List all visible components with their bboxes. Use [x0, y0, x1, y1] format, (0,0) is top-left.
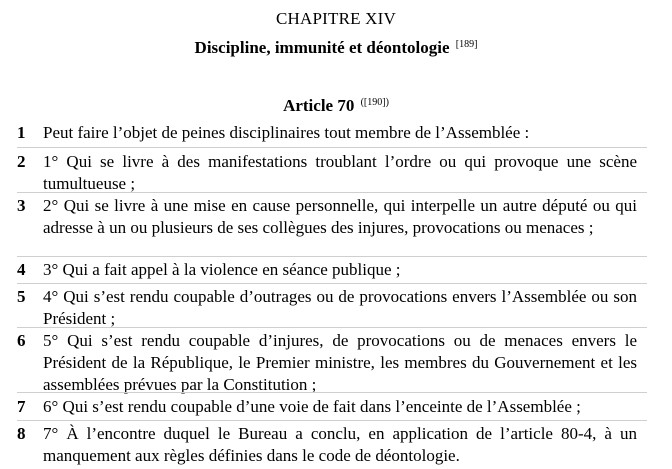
alinea-number: 5	[17, 287, 26, 306]
article-title	[0, 95, 672, 117]
alinea-text: 4° Qui s’est rendu coupable d’outrages ou de provocations envers l’Assemblée ou son Président ;	[43, 287, 637, 328]
alinea-number: 1	[17, 123, 26, 142]
alinea-text: 2° Qui se livre à une mise en cause personnelle, qui interpelle un autre député ou qui adresse à un ou plusieurs de ses collègues des injures, provocations ou menaces ;	[43, 196, 637, 237]
alinea-divider	[17, 283, 647, 284]
alinea-text: 5° Qui s’est rendu coupable d’injures, de provocations ou de menaces envers le Président de la République, le Premier ministre, les membres du Gouvernement et les assemblées prévues par la Constitution ;	[43, 331, 637, 394]
chapter-label-rest: HAPITRE	[287, 9, 361, 28]
alinea-text: 3° Qui a fait appel à la violence en séance publique ;	[43, 260, 401, 279]
section-title	[0, 37, 672, 59]
article-footnote-link[interactable]: ([190])	[360, 97, 389, 108]
alinea-number: 3	[17, 196, 26, 215]
alinea-divider	[17, 420, 647, 421]
alinea-text: 1° Qui se livre à des manifestations troublant l’ordre ou qui provoque une scène tumultueuse ;	[43, 152, 637, 193]
alinea-divider	[17, 256, 647, 257]
alinea-number: 8	[17, 424, 26, 443]
alinea-text: 6° Qui s’est rendu coupable d’une voie de fait dans l’enceinte de l’Assemblée ;	[43, 397, 581, 416]
section-footnote-link[interactable]: [189]	[455, 39, 478, 50]
alinea-number: 6	[17, 331, 26, 350]
alinea-number: 4	[17, 260, 26, 279]
alinea-text: 7° À l’encontre duquel le Bureau a conclu, en application de l’article 80‑4, à un manquement aux règles définies dans le code de déontologie.	[43, 424, 637, 465]
chapter-label-initial: C	[275, 9, 288, 28]
alinea-divider	[17, 192, 647, 193]
article-title-text: Article 70	[283, 96, 355, 115]
alinea-divider	[17, 392, 647, 393]
section-title-text: Discipline, immunité et déontologie	[194, 38, 450, 57]
alinea-divider	[17, 147, 647, 148]
chapter-number: XIV	[365, 9, 396, 28]
alinea-number: 2	[17, 152, 26, 171]
chapter-heading	[0, 8, 672, 30]
alinea-text: Peut faire l’objet de peines disciplinaires tout membre de l’Assemblée :	[43, 123, 530, 142]
alinea-divider	[17, 327, 647, 328]
alinea-number: 7	[17, 397, 26, 416]
